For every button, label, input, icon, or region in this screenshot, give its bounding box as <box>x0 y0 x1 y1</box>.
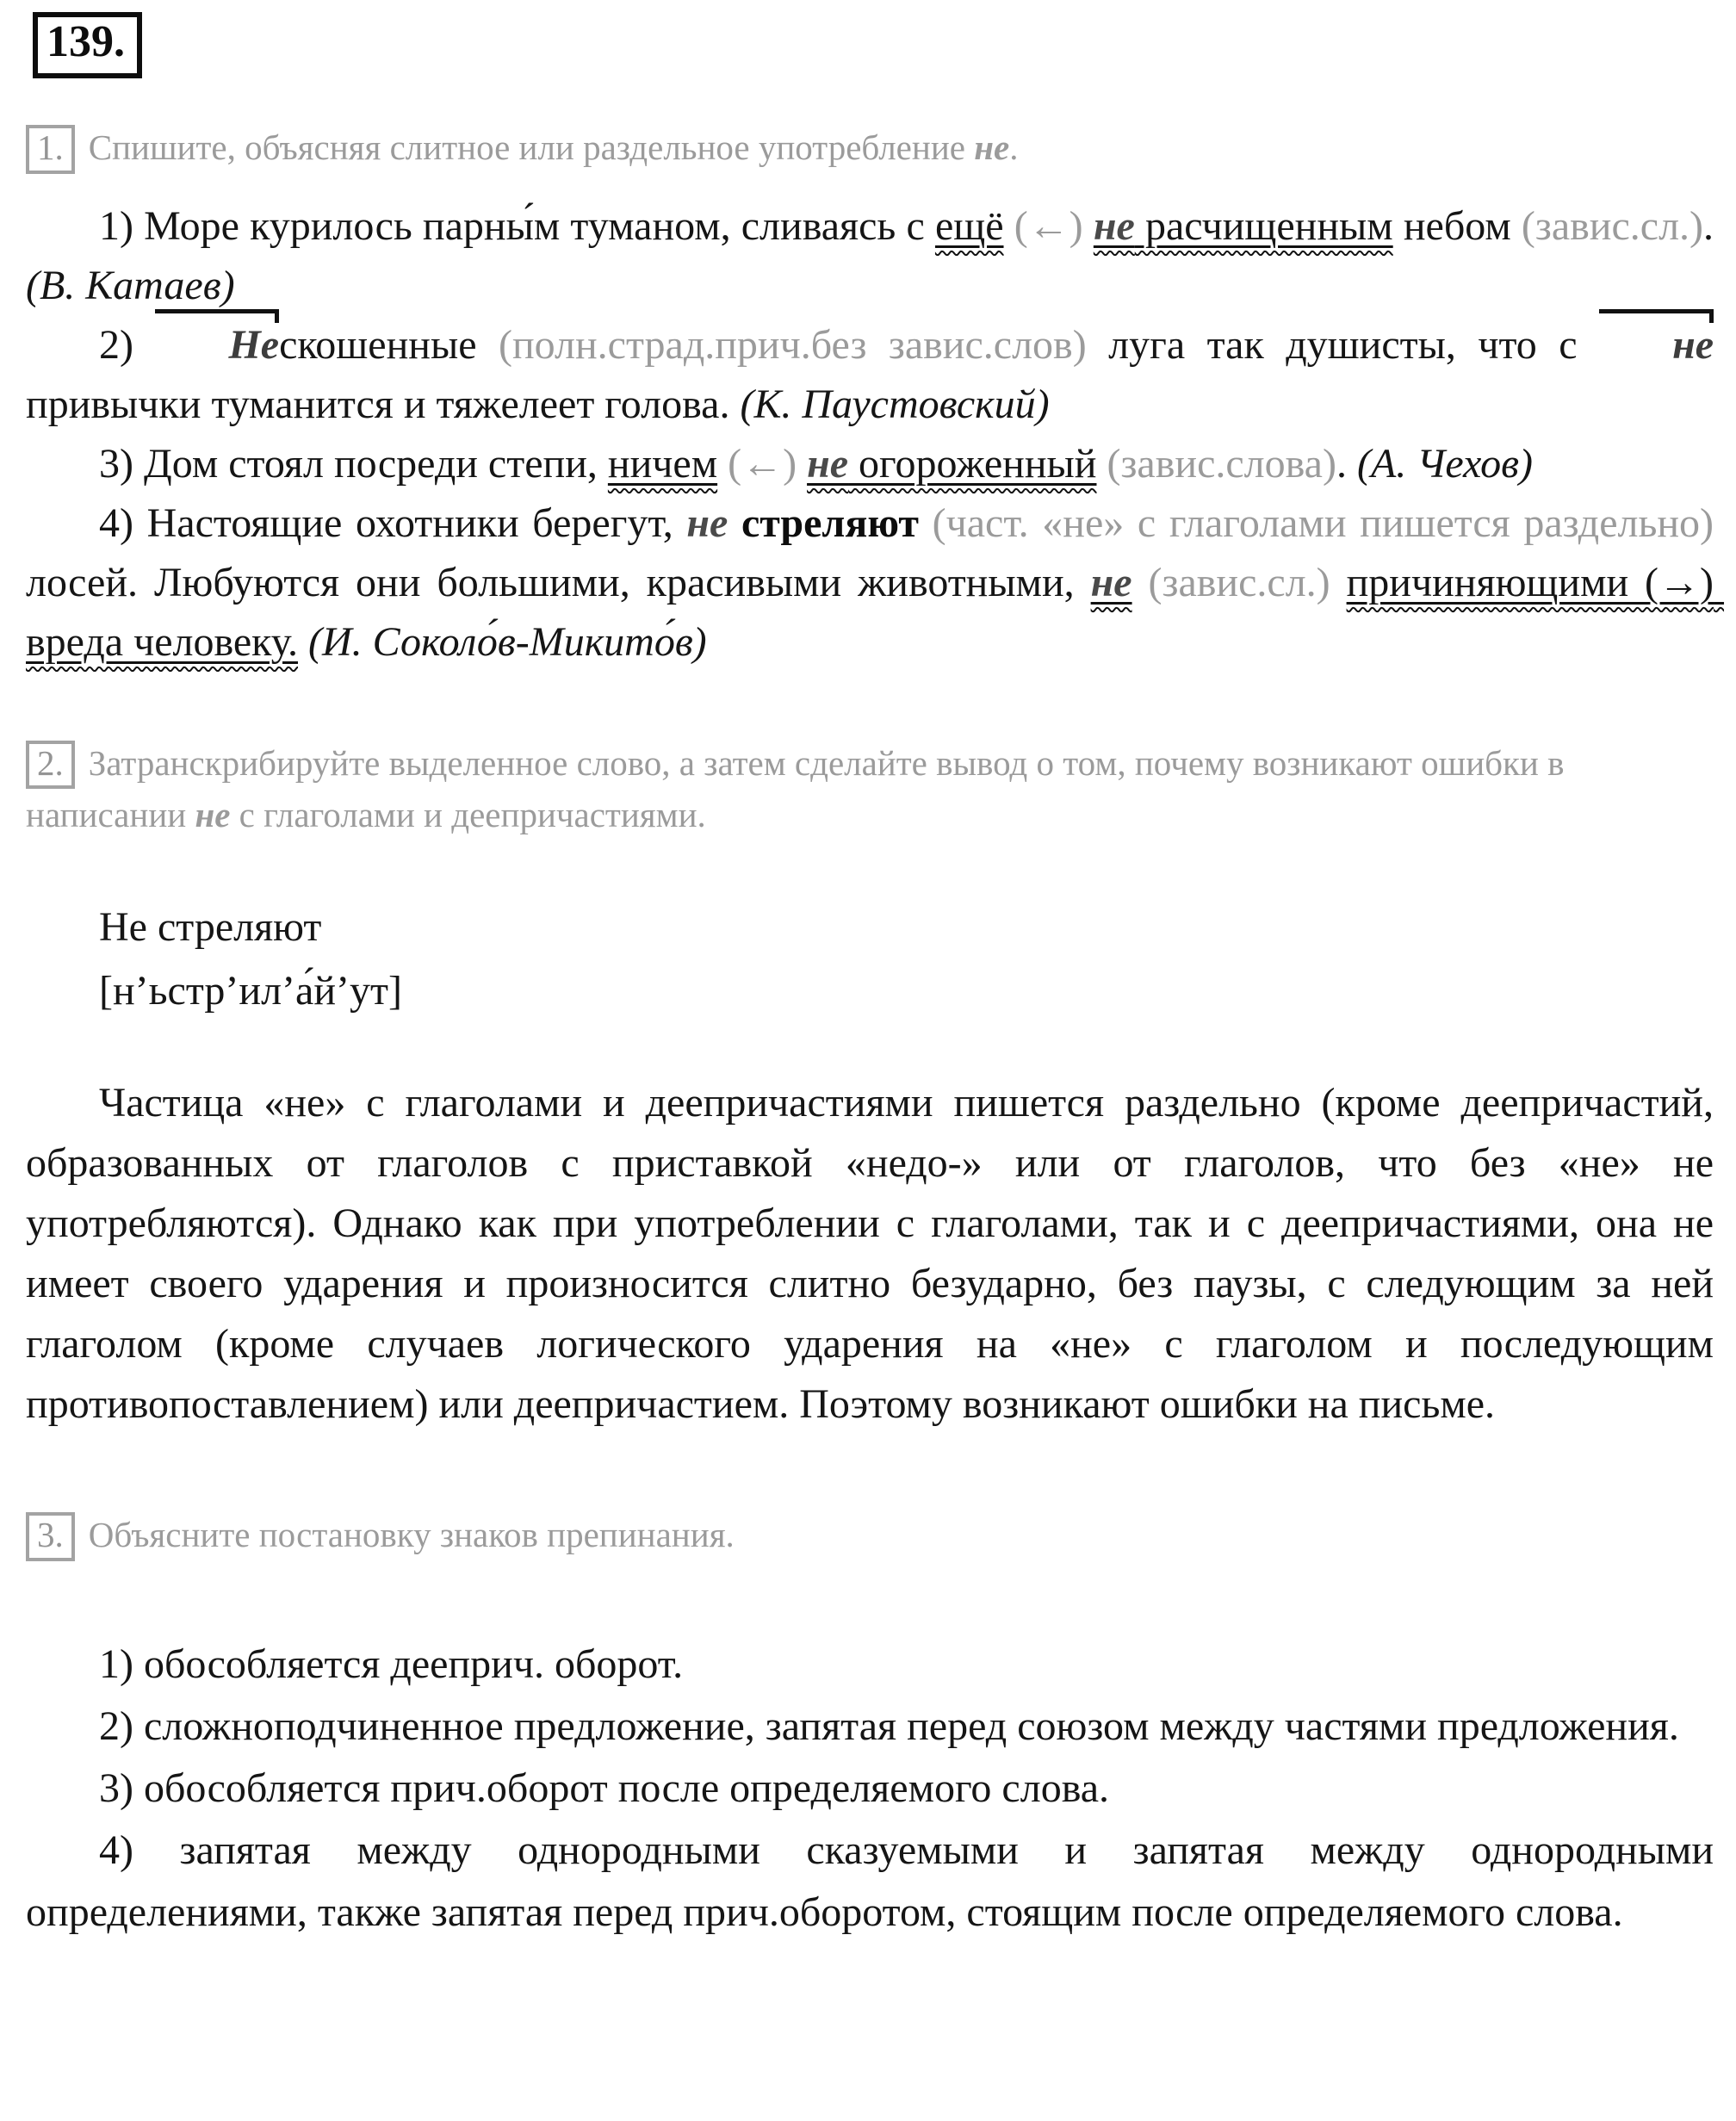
answer-list <box>26 1634 1714 1944</box>
left-arrow-icon: (←) <box>1014 202 1083 249</box>
text-segment: не <box>1599 315 1714 375</box>
text-segment: . <box>1703 202 1725 249</box>
wavy-underline-text: огороженный <box>848 440 1097 487</box>
text-segment: скошенные <box>279 321 499 368</box>
text-segment <box>1096 441 1107 487</box>
text-segment: не <box>974 127 1010 167</box>
text-segment <box>717 441 728 487</box>
task-1-number: 1. <box>26 125 75 174</box>
text-segment <box>298 619 308 665</box>
text-segment: привычки туманится и тяжелеет голова. <box>26 381 741 427</box>
text-segment: . <box>1009 127 1019 167</box>
text-segment <box>728 500 741 546</box>
text-segment: 3) Дом стоял посреди степи, <box>99 440 608 487</box>
text-segment: . <box>1336 440 1357 487</box>
wavy-underline-text: не <box>1093 202 1135 249</box>
text-segment: (завис.сл.) <box>1148 559 1330 605</box>
text-segment: (И. Соколо́в-Микито́в) <box>307 618 707 665</box>
text-segment: с глаголами и деепричастиями. <box>230 795 706 835</box>
wavy-underline-text: расчищенным <box>1134 202 1393 249</box>
task-2-number: 2. <box>26 741 75 790</box>
text-segment: луга так душисты, что с <box>1086 321 1600 368</box>
text-segment <box>919 500 933 546</box>
wavy-underline-text: причиняющими (→) вреда человеку. <box>26 559 1725 665</box>
transcription-block <box>26 896 1714 1023</box>
text-segment: лосей. Любуются они большими, красивыми животными, <box>26 499 1725 605</box>
answer-2: 2) сложноподчиненное предложение, запятая перед союзом между частями предложения. <box>99 1703 1679 1750</box>
text-segment <box>1094 203 1135 249</box>
conclusion-paragraph: Частица «не» с глаголами и деепричастиями пишется раздельно (кроме деепричастий, образованных от глаголов с приставкой «недо-» или от глаголов, что без «не» не употребляются). Однако как при употреблении с глаголами, так и с деепричастиями, она не имеет своего ударения и произносится слитно безударно, без паузы, с следующим за ней глаголом (кроме случаев логического ударения на «не» с глаголом и последующим противопоставлением) или деепричастием. Поэтому возникают ошибки на письме. <box>26 1080 1714 1428</box>
exercise-number: 139. <box>33 12 142 78</box>
sentence-3 <box>26 434 1714 493</box>
phonetic-transcription: [н’ьстр’ил’а́й’ут] <box>99 968 402 1014</box>
task-3-header <box>26 1509 1714 1561</box>
sentence-2 <box>26 315 1714 434</box>
task-1-header <box>26 121 1714 174</box>
text-segment <box>1132 560 1149 605</box>
text-segment <box>935 203 1004 249</box>
text-segment: Спишите, объясняя слитное или раздельное употребление <box>88 127 975 167</box>
sentence-4 <box>26 493 1725 672</box>
text-segment <box>797 441 807 487</box>
answer-3: 3) обособляется прич.оборот после определяемого слова. <box>99 1765 1110 1812</box>
transcribed-word: Не стреляют <box>99 904 322 951</box>
sentence-1 <box>26 196 1725 315</box>
text-segment: небом <box>1392 202 1522 249</box>
text-segment: (В. Катаев) <box>26 262 235 308</box>
text-segment <box>1135 203 1393 249</box>
wavy-underline-text: ничем <box>607 440 718 487</box>
answer-4: 4) запятая между однородными сказуемыми и запятая между однородными определениями, также запятая перед прич.оборотом, стоящим после определяемого слова. <box>26 1827 1714 1936</box>
text-segment <box>1004 203 1014 249</box>
text-segment: 2) <box>99 321 156 368</box>
sentence-list <box>26 196 1725 672</box>
wavy-underline-text: не <box>1090 559 1132 605</box>
text-segment: 1) Море курилось парны́м туманом, сливаясь с <box>99 202 935 249</box>
task-2-text <box>26 743 1573 835</box>
text-segment <box>608 441 717 487</box>
text-segment: (завис.сл.) <box>1521 202 1704 249</box>
task-1-text <box>89 127 1019 167</box>
text-segment: не <box>686 499 728 546</box>
task-3-number: 3. <box>26 1512 75 1561</box>
text-segment: (К. Паустовский) <box>740 381 1050 427</box>
task-2-header <box>26 737 1714 841</box>
text-segment <box>1083 203 1094 249</box>
text-segment: (А. Чехов) <box>1356 440 1533 487</box>
wavy-underline-text: не <box>807 440 849 487</box>
wavy-underline-text: ещё <box>934 202 1004 249</box>
text-segment: не <box>195 795 231 835</box>
text-segment: Затранскрибируйте выделенное слово, а затем сделайте вывод о том, почему возникают ошибки в написании <box>26 742 1573 835</box>
text-segment <box>1091 560 1132 605</box>
left-arrow-icon: (←) <box>728 440 797 487</box>
answer-1: 1) обособляется дееприч. оборот. <box>99 1641 684 1688</box>
text-segment <box>848 441 1096 487</box>
text-segment: (част. «не» с глаголами пишется раздельно) <box>932 499 1714 546</box>
text-segment: стреляют <box>741 499 919 546</box>
text-segment: Не <box>155 315 279 375</box>
text-segment: Объясните постановку знаков препинания. <box>88 1515 735 1555</box>
text-segment <box>807 441 848 487</box>
text-segment: (полн.страд.прич.без завис.слов) <box>498 321 1087 368</box>
text-segment <box>1330 560 1347 605</box>
task-3-text <box>89 1515 735 1554</box>
text-segment: 4) Настоящие охотники берегут, <box>99 499 687 546</box>
text-segment: (завис.слова) <box>1107 440 1336 487</box>
